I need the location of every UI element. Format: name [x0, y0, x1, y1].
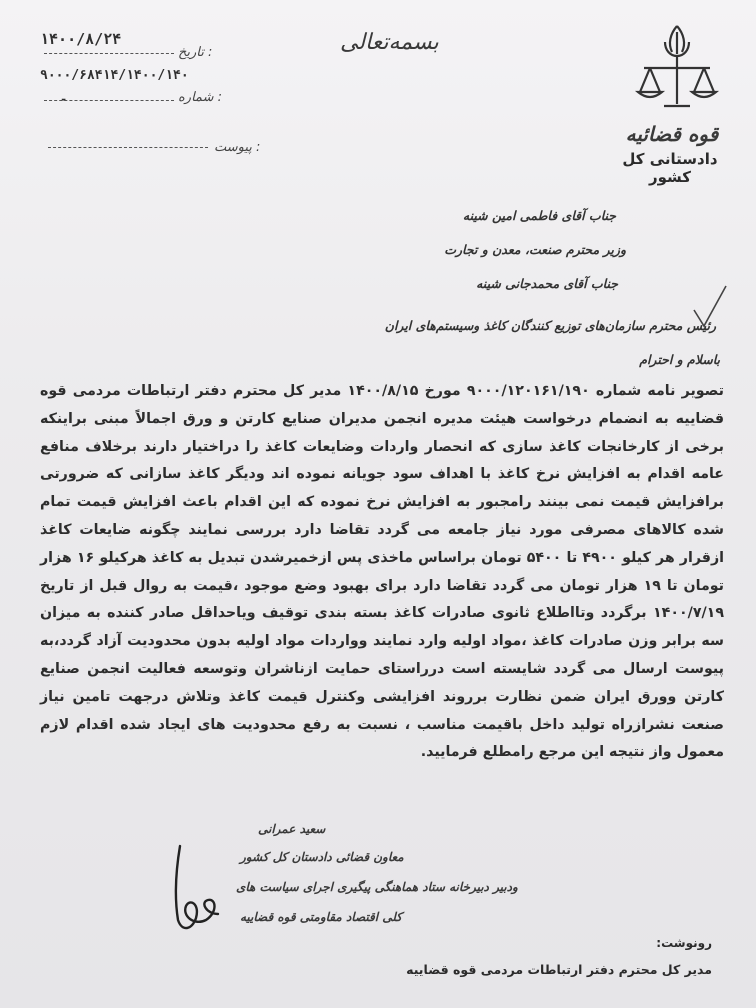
date-dotted-line: [44, 52, 174, 54]
recipient-4: رئیس محترم سازمان‌های توزیع کنندگان کاغذ وسیستم‌های ایران: [384, 318, 716, 333]
cc-label: رونوشت:: [656, 936, 712, 950]
attachment-dotted-line: [48, 146, 208, 148]
date-row: [40, 30, 121, 48]
judiciary-emblem-icon: [632, 18, 722, 118]
number-extra: -: [60, 92, 68, 106]
recipient-2: وزیر محترم صنعت، معدن و تجارت: [444, 242, 626, 257]
greeting: باسلام و احترام: [639, 352, 720, 367]
recipient-1: جناب آقای فاطمی امین شینه: [462, 208, 616, 223]
recipient-3: جناب آقای محمدجانی شینه: [476, 276, 618, 291]
signer-role-line2: کلی اقتصاد مقاومتی قوه قضاییه: [240, 910, 402, 924]
number-label: شماره :: [178, 90, 222, 105]
organization-name: قوه قضائیه: [625, 122, 719, 146]
signer-name: سعید عمرانی: [258, 822, 326, 836]
number-row: [40, 68, 189, 83]
attachment-label: پیوست :: [214, 140, 261, 155]
handwritten-signature-icon: [160, 840, 230, 940]
besmeh-heading: بسمه‌تعالی: [340, 30, 439, 55]
checkmark-icon: [690, 282, 730, 332]
organization-department: دادستانی کل کشور: [622, 150, 718, 186]
signer-title: معاون قضائی دادستان کل کشور: [240, 850, 404, 864]
signer-role-line1: ودبیر دبیرخانه ستاد هماهنگی پیگیری اجرای سیاست های: [236, 880, 518, 894]
date-label: تاریخ :: [178, 45, 213, 60]
number-value: ۹۰۰۰/۶۸۴۱۴/۱۴۰۰/۱۴۰: [40, 68, 189, 83]
letter-body: تصویر نامه شماره ۹۰۰۰/۱۲۰۱۶۱/۱۹۰ مورخ ۱۴۰۰/۸/۱۵ مدیر کل محترم دفتر ارتباطات مردمی قوه قضاییه به انضمام درخواست هیئت مدیره انجمن مدیران صنایع کارتن و ورق اجمالاً مبنی براینکه برخی از کارخانجات کاغذ سازی که انحصار واردات وضایعات کاغذ را دراختیار دارند برخلاف منافع عامه اقدام به افزایش نرخ کاغذ با اهداف سود جویانه نموده اند ودیگر کاغذ سازانی که ضرورتی برافزایش قیمت نمی بینند رامجبور به افزایش نرخ نموده که این اقدام باعث افزایش قیمت تمام شده کالاهای مصرفی مورد نیاز جامعه می گردد تقاضا دارد بررسی نمایند چگونه ضایعات کاغذ ازقرار هر کیلو ۴۹۰۰ تا ۵۴۰۰ تومان براساس ماخذی پس ازخمیرشدن تبدیل به کاغذ هرکیلو ۱۶ هزار تومان تا ۱۹ هزار تومان می گردد تقاضا دارد برای بهبود وضع موجود ،قیمت به روال قبل از تاریخ ۱۴۰۰/۷/۱۹ برگردد وتااطلاع ثانوی صادرات کاغذ بسته بندی توقیف ویاحداقل صادر کننده به میزان سه برابر وزن صادرات کاغذ ،مواد اولیه وارد نمایند وواردات مواد اولیه بدون محدودیت آزاد گردد،به پیوست ارسال می گردد شایسته است درراستای حمایت ازناشران وتوسعه فعالیت انجمن صنایع کارتن وورق ایران ضمن نظارت برروند افزایشی وکنترل قیمت کاغذ وتلاش درجهت تامین نیاز صنعت نشرازراه تولید داخل باقیمت مناسب ، نسبت به رفع محدودیت های ایجاد شده اقدام لازم معمول واز نتیجه این مرجع رامطلع فرمایید.: [40, 383, 724, 761]
date-value: ۱۴۰۰/۸/۲۴: [40, 30, 122, 48]
cc-recipient: مدیر کل محترم دفتر ارتباطات مردمی قوه قضاییه: [406, 962, 712, 977]
